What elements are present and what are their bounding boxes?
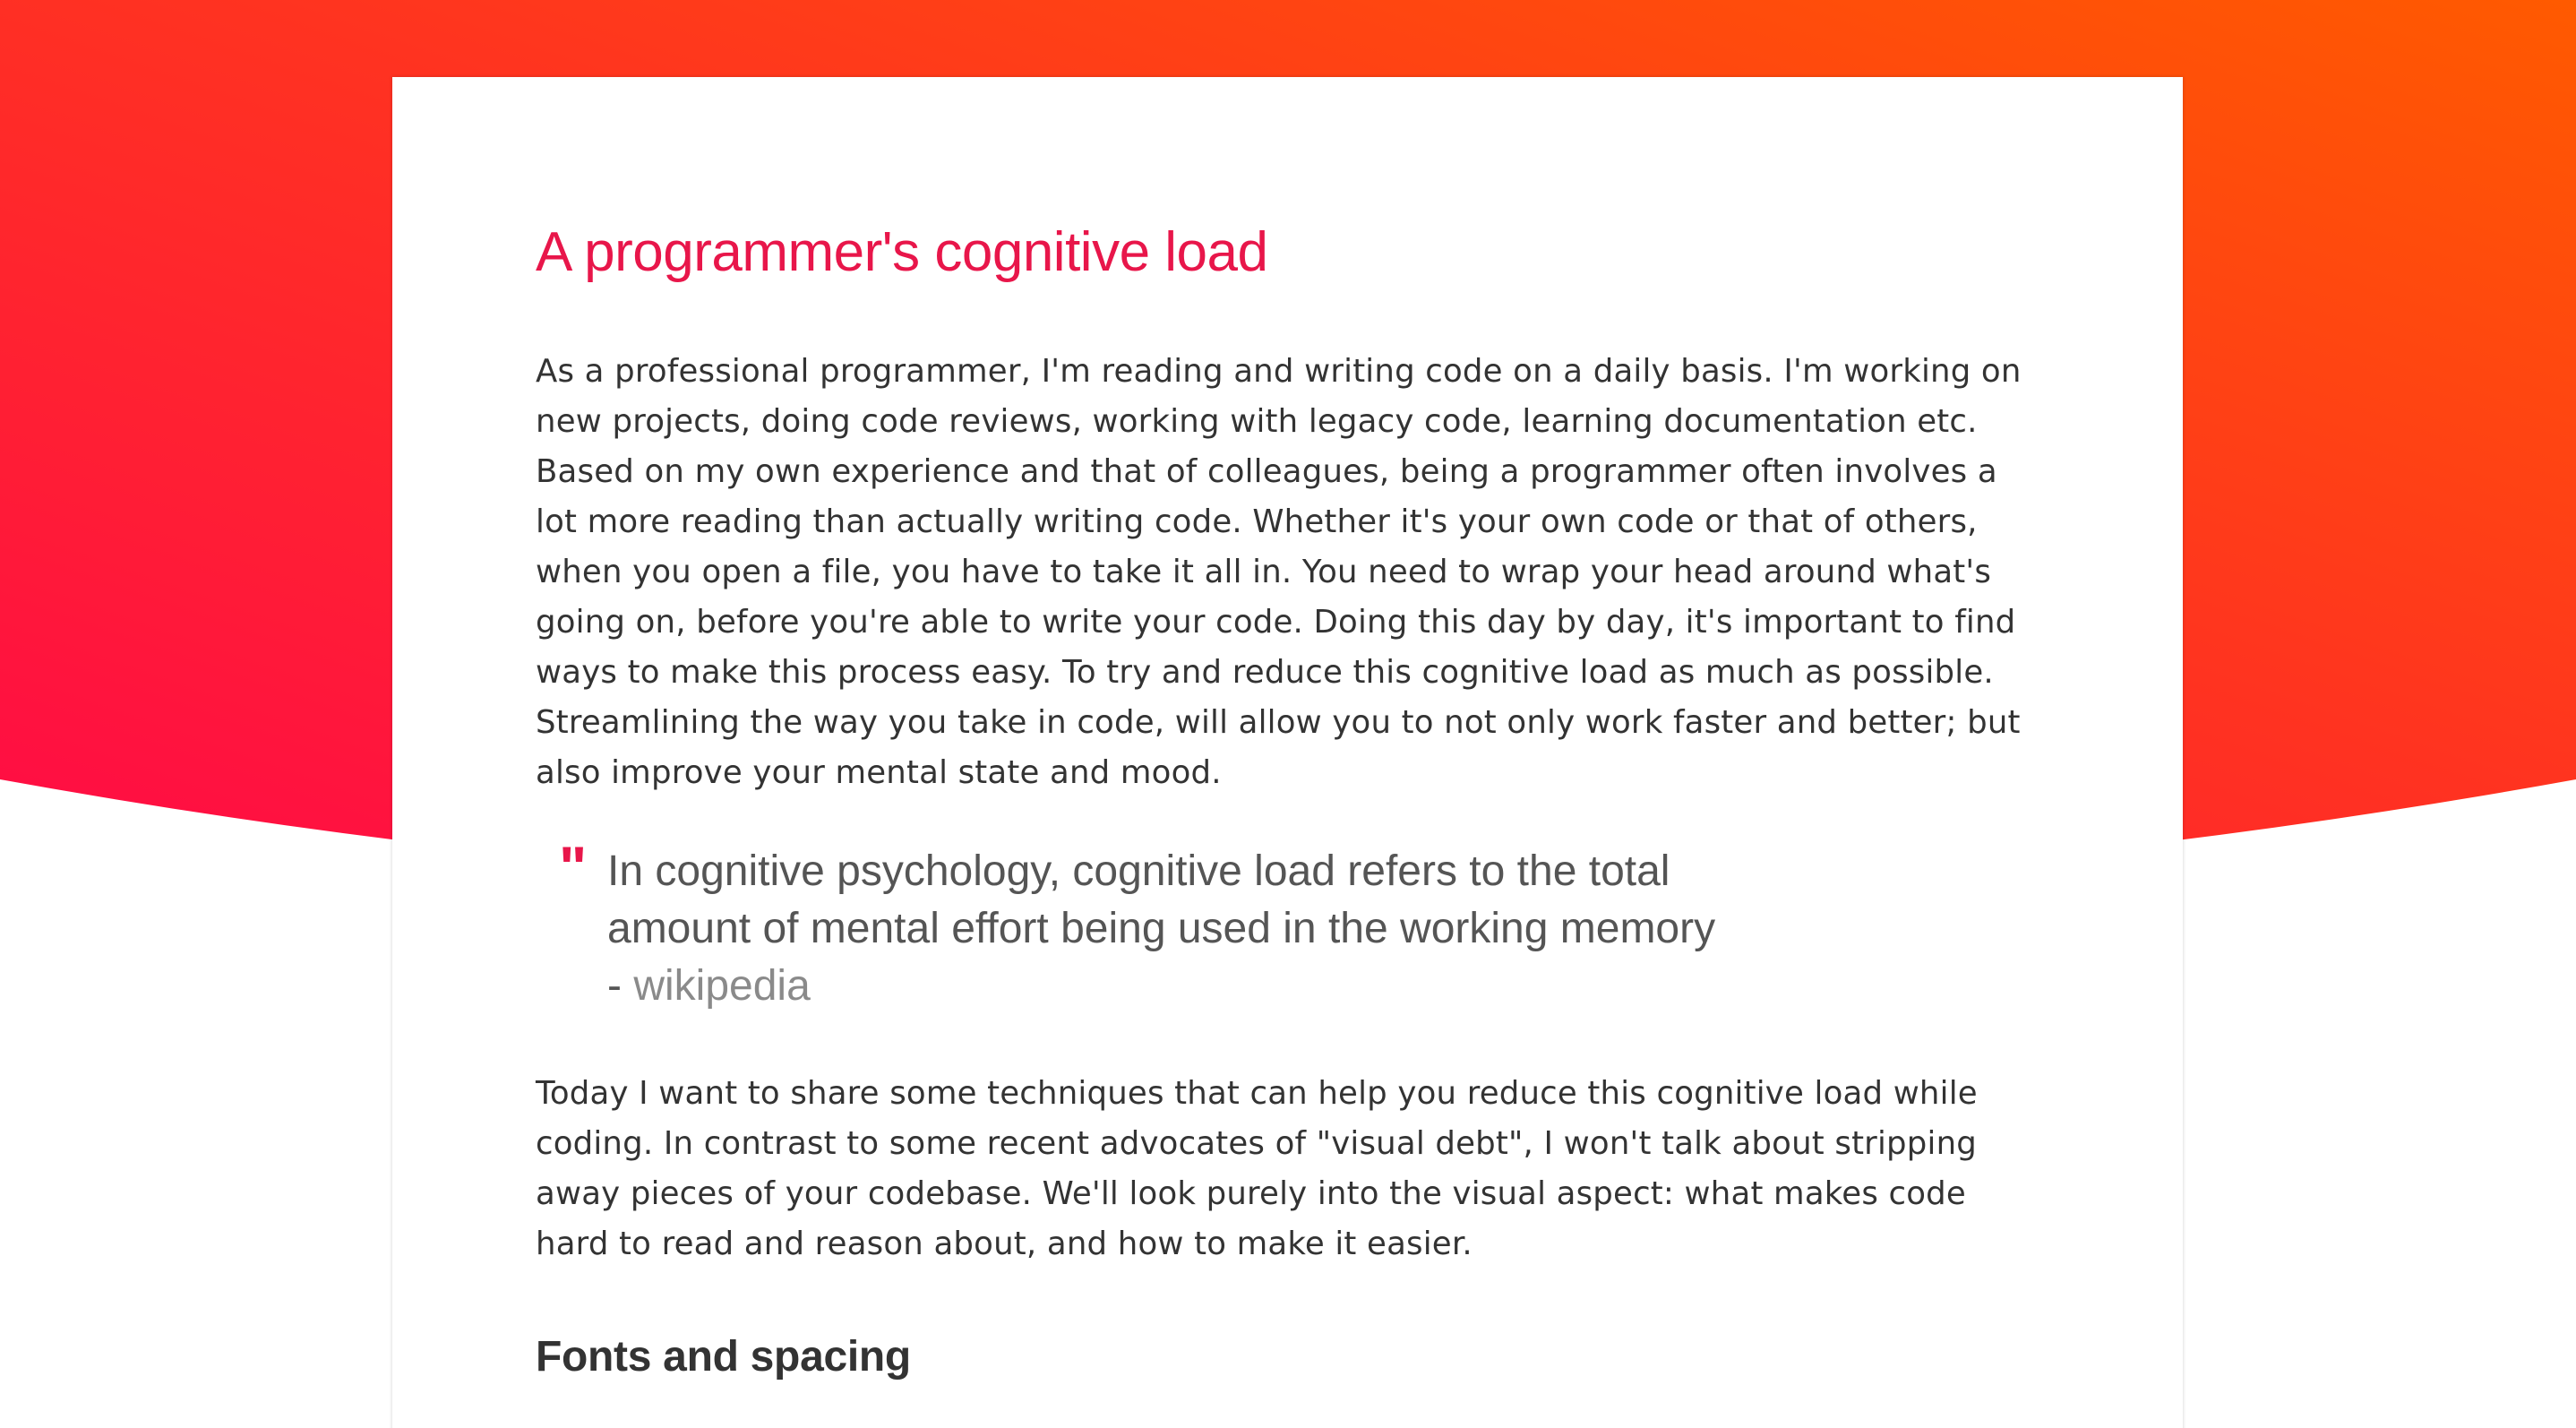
quote-mark-icon: " (559, 834, 588, 901)
article-card (392, 77, 2183, 1428)
intro-paragraph: As a professional programmer, I'm reading and writing code on a daily basis. I'm working on new projects, doing code reviews, working with legacy code, learning documentation etc. Based on my own experience and that of colleagues, being a programmer often involves a lot more reading than actually writing code. Whether it's your own code or that of others, when you open a file, you have to take it all in. You need to wrap your head around what's going on, before you're able to write your code. Doing this day by day, it's important to find ways to make this process easy. To try and reduce this cognitive load as much as possible. Streamlining the way you take in code, will allow you to not only work faster and better; but also improve your mental state and mood. (536, 353, 2022, 792)
quote-source-link[interactable]: wikipedia (633, 962, 811, 1011)
quote-text (607, 843, 1727, 1015)
quote-body: In cognitive psychology, cognitive load refers to the total amount of mental effort being used in the working memory - (607, 847, 1716, 1011)
article-title: A programmer's cognitive load (536, 221, 1268, 283)
blockquote (536, 834, 1727, 1015)
second-paragraph: Today I want to share some techniques that can help you reduce this cognitive load while coding. In contrast to some recent advocates of "visual debt", I won't talk about stripping away pieces of your codebase. We'll look purely into the visual aspect: what makes code hard to read and reason about, and how to make it easier. (536, 1075, 1978, 1263)
section-heading-fonts-spacing: Fonts and spacing (536, 1333, 911, 1381)
